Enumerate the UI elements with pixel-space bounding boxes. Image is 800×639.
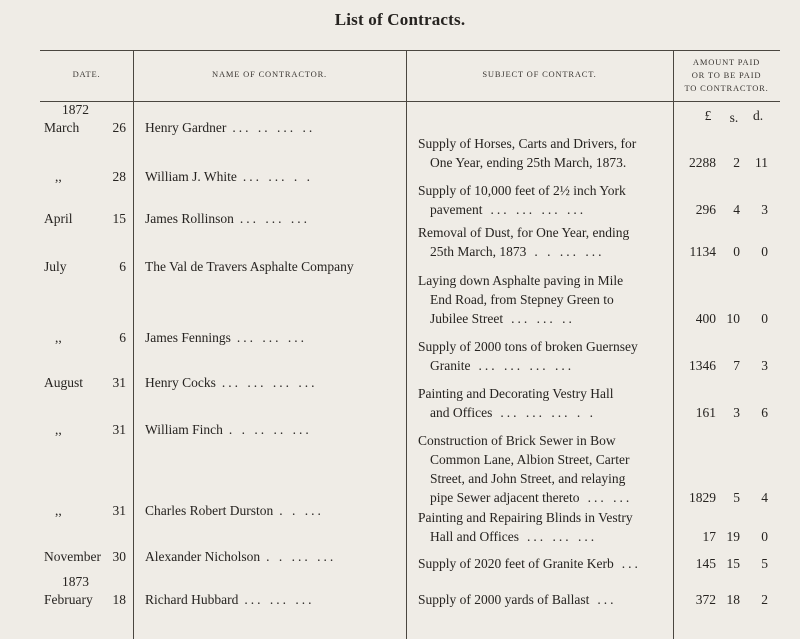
header-name: NAME OF CONTRACTOR.: [212, 69, 327, 79]
date-month: November: [44, 549, 101, 564]
subject-line-text: Construction of Brick Sewer in Bow: [418, 433, 616, 448]
date-month: ,,: [55, 169, 62, 184]
subject-line: [430, 469, 625, 488]
contractor-name-text: William J. White: [145, 169, 237, 184]
amount-pence: 11: [755, 155, 768, 170]
contractor-name-text: Henry Cocks: [145, 375, 216, 390]
date-month: March: [44, 120, 80, 135]
subject-line: [418, 431, 616, 450]
subject-line-text: Supply of Horses, Carts and Drivers, for: [418, 136, 637, 151]
date-day: 31: [112, 422, 126, 437]
subject-line: [418, 384, 613, 403]
date-day: 31: [112, 503, 126, 518]
subject-leader-dots: ... ... ... . .: [500, 405, 596, 420]
column-divider-name: [406, 50, 407, 639]
date-day: 15: [112, 211, 126, 226]
amount-pounds: 2288: [689, 155, 716, 170]
amount-shillings: 2: [733, 155, 740, 170]
subject-line: [430, 356, 574, 375]
amount-pounds: 17: [702, 529, 716, 544]
contractor-name-text: Charles Robert Durston: [145, 503, 274, 518]
date-day: 26: [112, 120, 126, 135]
header-amount-line3: TO CONTRACTOR.: [684, 83, 769, 93]
name-leader-dots: . . ...: [279, 503, 324, 518]
amount-shillings: 7: [733, 358, 740, 373]
contractor-name-text: William Finch: [145, 422, 223, 437]
amount-pence: 2: [761, 592, 768, 607]
contractor-name-text: The Val de Travers Asphalte Company: [145, 259, 354, 274]
subject-line: [430, 153, 626, 172]
contractor-name-text: James Fennings: [145, 330, 231, 345]
amount-shillings: 0: [733, 244, 740, 259]
pence-unit: d.: [752, 108, 764, 123]
amount-shillings: 19: [726, 529, 740, 544]
contractor-name-text: Richard Hubbard: [145, 592, 239, 607]
contractor-name: [145, 501, 324, 520]
column-divider-subject: [673, 50, 674, 639]
date-day: 31: [112, 375, 126, 390]
amount-pounds: 1829: [689, 490, 716, 505]
shillings-unit: s.: [729, 110, 739, 125]
subject-line: [430, 200, 586, 219]
name-leader-dots: ... .. ... ..: [232, 120, 316, 135]
subject-leader-dots: ... ... ..: [511, 311, 575, 326]
subject-leader-dots: ... ... ...: [526, 529, 598, 544]
amount-pence: 3: [761, 202, 768, 217]
year-1873: 1873: [62, 574, 89, 589]
amount-pence: 0: [761, 311, 768, 326]
subject-line-text: End Road, from Stepney Green to: [430, 292, 614, 307]
contractor-name: [145, 590, 314, 609]
header-amount-line2: OR TO BE PAID: [691, 70, 762, 80]
subject-line-text: and Offices: [430, 405, 493, 420]
subject-line-text: Street, and John Street, and relaying: [430, 471, 626, 486]
subject-line: [430, 309, 575, 328]
name-leader-dots: ... ... ...: [244, 592, 315, 607]
subject-line: [430, 450, 629, 469]
subject-line-text: Painting and Decorating Vestry Hall: [418, 386, 614, 401]
date-month: April: [44, 211, 73, 226]
subject-line-text: Supply of 2000 tons of broken Guernsey: [418, 339, 638, 354]
subject-line-text: Hall and Offices: [430, 529, 519, 544]
date-month: February: [44, 592, 93, 607]
contractor-name: [145, 167, 313, 186]
subject-line: [418, 223, 629, 242]
amount-pounds: 372: [695, 592, 716, 607]
amount-shillings: 5: [733, 490, 740, 505]
header-date: DATE.: [72, 69, 101, 79]
name-leader-dots: ... ... ... ...: [221, 375, 318, 390]
amount-shillings: 18: [726, 592, 740, 607]
year-1872: 1872: [62, 102, 89, 117]
date-month: ,,: [55, 330, 62, 345]
subject-leader-dots: ... ... ... ...: [478, 358, 575, 373]
subject-line: [430, 403, 596, 422]
name-leader-dots: . . .. .. ...: [228, 422, 312, 437]
subject-leader-dots: ...: [621, 556, 641, 571]
subject-line: [430, 488, 632, 507]
amount-shillings: 3: [733, 405, 740, 420]
contractor-name-text: James Rollinson: [145, 211, 234, 226]
contractor-name: [145, 420, 312, 439]
contractor-name: [145, 209, 310, 228]
date-day: 6: [119, 259, 126, 274]
contractor-name: [145, 547, 336, 566]
contractor-name: [145, 328, 307, 347]
amount-pence: 0: [761, 244, 768, 259]
subject-line-text: Common Lane, Albion Street, Carter: [430, 452, 630, 467]
subject-line: [418, 181, 626, 200]
header-amount-line1: AMOUNT PAID: [692, 57, 761, 67]
amount-pounds: 296: [695, 202, 716, 217]
subject-leader-dots: ... ...: [587, 490, 633, 505]
subject-line: [418, 508, 633, 527]
date-day: 6: [119, 330, 126, 345]
amount-pence: 4: [761, 490, 768, 505]
subject-line-text: Supply of 2000 yards of Ballast: [418, 592, 590, 607]
contractor-name-text: Alexander Nicholson: [145, 549, 261, 564]
column-divider-date: [133, 50, 134, 639]
date-day: 28: [112, 169, 126, 184]
subject-line: [418, 271, 623, 290]
amount-pence: 6: [761, 405, 768, 420]
header-bottom-rule: [40, 101, 780, 102]
name-leader-dots: ... ... ...: [236, 330, 307, 345]
subject-line: [418, 134, 636, 153]
amount-shillings: 4: [733, 202, 740, 217]
name-leader-dots: . . ... ...: [266, 549, 337, 564]
subject-line-text: Laying down Asphalte paving in Mile: [418, 273, 624, 288]
subject-line-text: pipe Sewer adjacent thereto: [430, 490, 580, 505]
subject-leader-dots: ... ... ... ...: [490, 202, 587, 217]
subject-line: [430, 242, 604, 261]
subject-line-text: Supply of 2020 feet of Granite Kerb: [418, 556, 614, 571]
page-title: List of Contracts.: [334, 10, 466, 29]
subject-line: [418, 590, 617, 609]
subject-line-text: Granite: [430, 358, 471, 373]
subject-line-text: pavement: [430, 202, 483, 217]
header-subject: SUBJECT OF CONTRACT.: [482, 69, 597, 79]
contractor-name: [145, 257, 354, 276]
amount-pounds: 145: [695, 556, 716, 571]
date-month: ,,: [55, 503, 62, 518]
date-month: ,,: [55, 422, 62, 437]
name-leader-dots: ... ... ...: [239, 211, 311, 226]
amount-pence: 3: [761, 358, 768, 373]
amount-pounds: 1346: [689, 358, 716, 373]
subject-line-text: One Year, ending 25th March, 1873.: [430, 155, 627, 170]
name-leader-dots: ... ... . .: [242, 169, 313, 184]
subject-line: [430, 290, 614, 309]
date-month: August: [44, 375, 84, 390]
amount-pence: 5: [761, 556, 768, 571]
contractor-name-text: Henry Gardner: [145, 120, 227, 135]
subject-line: [418, 337, 638, 356]
table-top-rule: [40, 50, 780, 51]
contractor-name: [145, 373, 318, 392]
amount-shillings: 10: [726, 311, 740, 326]
subject-leader-dots: . . ... ...: [534, 244, 605, 259]
pounds-unit: £: [704, 108, 712, 123]
subject-line-text: Supply of 10,000 feet of 2½ inch York: [418, 183, 626, 198]
date-month: July: [44, 259, 67, 274]
subject-line-text: Removal of Dust, for One Year, ending: [418, 225, 630, 240]
subject-line-text: 25th March, 1873: [430, 244, 527, 259]
subject-line: [430, 527, 597, 546]
amount-pounds: 1134: [689, 244, 716, 259]
subject-leader-dots: ...: [597, 592, 617, 607]
contractor-name: [145, 118, 315, 137]
subject-line-text: Painting and Repairing Blinds in Vestry: [418, 510, 633, 525]
amount-pence: 0: [761, 529, 768, 544]
date-day: 18: [112, 592, 126, 607]
amount-pounds: 161: [695, 405, 716, 420]
subject-line-text: Jubilee Street: [430, 311, 504, 326]
date-day: 30: [112, 549, 126, 564]
amount-pounds: 400: [695, 311, 716, 326]
subject-line: [418, 554, 641, 573]
amount-shillings: 15: [726, 556, 740, 571]
